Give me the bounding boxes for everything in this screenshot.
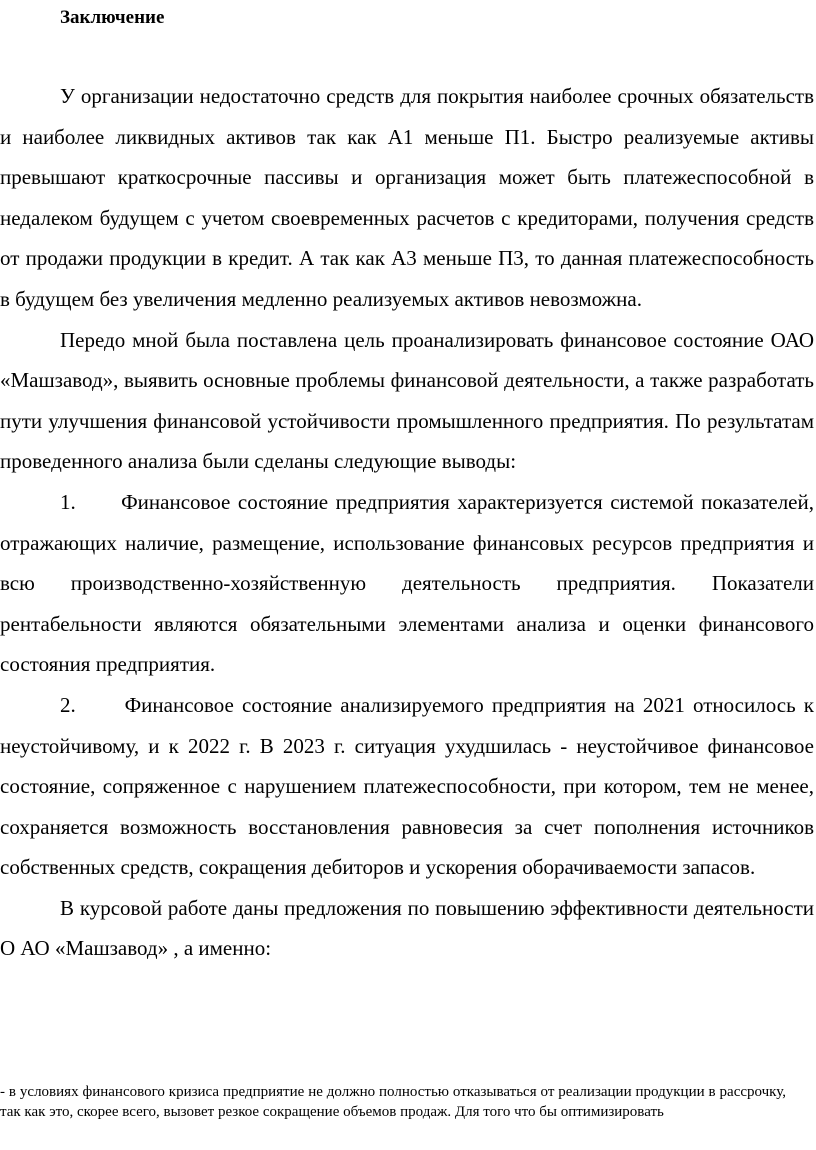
document-heading: Заключение <box>60 7 165 28</box>
paragraph-conclusion-2: 2. Финансовое состояние анализируемого предприятия на 2021 относилось к неустойчивому, и к 2022 г. В 2023 г. ситуация ухудшилась - неустойчивое финансовое состояние, сопряженное с нарушением платежеспособности, при котором, тем не менее, сохраняется возможность восстановления равновесия за счет пополнения источников собственных средств, сокращения дебиторов и ускорения оборачиваемости запасов. <box>0 692 814 880</box>
document-body <box>0 76 814 969</box>
bullet-item: - в условиях финансового кризиса предприятие не должно полностью отказываться от реализации продукции в рассрочку, так как это, скорее всего, вызовет резкое сокращение объемов продаж. Для того что бы оптимизировать <box>0 1084 786 1120</box>
paragraph-goal: Передо мной была поставлена цель проанализировать финансовое состояние ОАО «Машзавод», выявить основные проблемы финансовой деятельности, а также разработать пути улучшения финансовой устойчивости промышленного предприятия. По результатам проведенного анализа были сделаны следующие выводы: <box>0 327 814 474</box>
paragraph-liquidity: У организации недостаточно средств для покрытия наиболее срочных обязательств и наиболее ликвидных активов так как А1 меньше П1. Быстро реализуемые активы превышают краткосрочные пассивы и организация может быть платежеспособной в недалеком будущем с учетом своевременных расчетов с кредиторами, получения средств от продажи продукции в кредит. А так как А3 меньше П3, то данная платежеспособность в будущем без увеличения медленно реализуемых активов невозможна. <box>0 84 814 311</box>
paragraph-proposals: В курсовой работе даны предложения по повышению эффективности деятельности О АО «Машзавод» , а именно: <box>0 895 814 961</box>
paragraph-conclusion-1: 1. Финансовое состояние предприятия характеризуется системой показателей, отражающих наличие, размещение, использование финансовых ресурсов предприятия и всю производственно-хозяйственную деятельность предприятия. Показатели рентабельности являются обязательными элементами анализа и оценки финансового состояния предприятия. <box>0 489 814 677</box>
